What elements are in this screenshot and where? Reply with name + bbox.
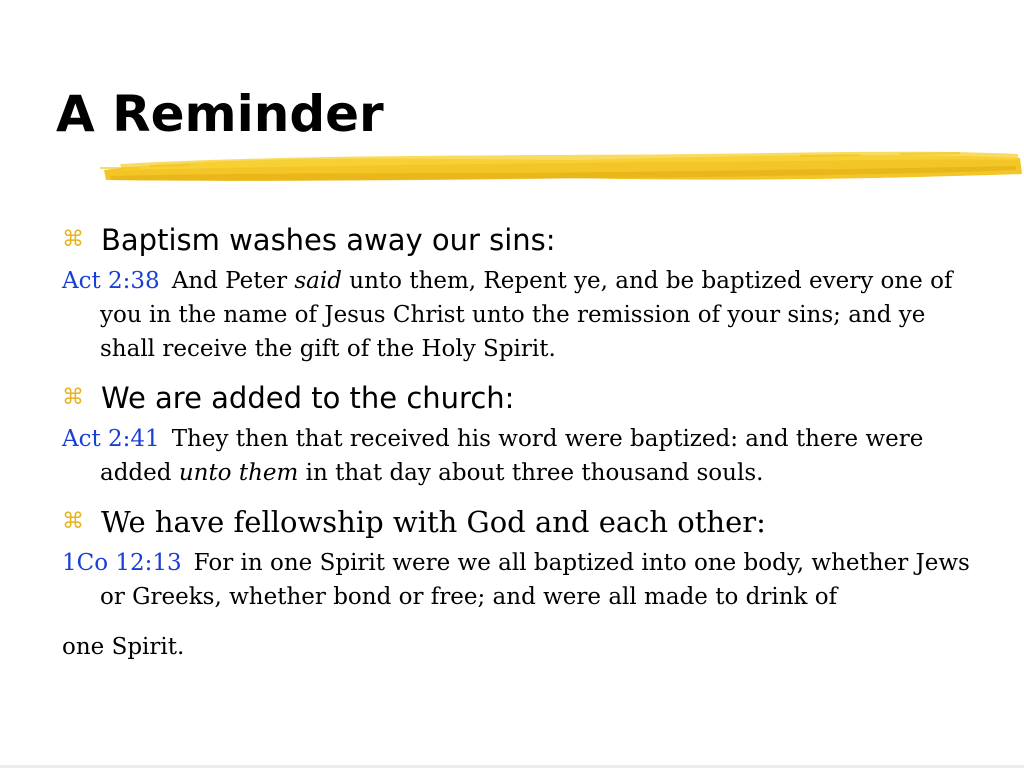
bullet-fellowship bbox=[62, 502, 972, 542]
verse-italic-text: unto them bbox=[178, 460, 299, 486]
bullet-text: We have fellowship with God and each other: bbox=[101, 505, 766, 539]
verse-text-part: They then that received his word were baptized: and there were added bbox=[100, 426, 924, 486]
verse-text-part: one Spirit. bbox=[62, 634, 185, 660]
bullet-text: We are added to the church: bbox=[101, 381, 515, 415]
command-key-icon: ⌘ bbox=[62, 385, 84, 410]
bullet-added-to-church bbox=[62, 378, 972, 418]
slide-title: A Reminder bbox=[56, 85, 384, 143]
verse-text-part: unto them, Repent ye, and be baptized every one of you in the name of Jesus Christ unto the remission of your sins; and ye shall receive the gift of the Holy Spirit. bbox=[100, 268, 953, 362]
verse-act-2-38 bbox=[62, 264, 972, 366]
bullet-baptism bbox=[62, 220, 972, 260]
verse-text-part: And Peter bbox=[171, 268, 295, 294]
verse-text-part: in that day about three thousand souls. bbox=[298, 460, 764, 486]
bullet-text: Baptism washes away our sins: bbox=[101, 223, 556, 257]
verse-text-part: For in one Spirit were we all baptized into one body, whether Jews or Greeks, whether bond or free; and were all made to drink of bbox=[100, 550, 970, 610]
command-key-icon: ⌘ bbox=[62, 509, 84, 534]
verse-reference: Act 2:38 bbox=[62, 268, 160, 294]
verse-reference: 1Co 12:13 bbox=[62, 550, 182, 576]
slide-content bbox=[62, 220, 972, 664]
verse-1co-12-13 bbox=[62, 546, 972, 664]
verse-italic-text: said bbox=[294, 268, 342, 294]
brush-stroke-underline bbox=[100, 148, 1024, 188]
verse-act-2-41 bbox=[62, 422, 972, 490]
command-key-icon: ⌘ bbox=[62, 227, 84, 252]
verse-reference: Act 2:41 bbox=[62, 426, 160, 452]
